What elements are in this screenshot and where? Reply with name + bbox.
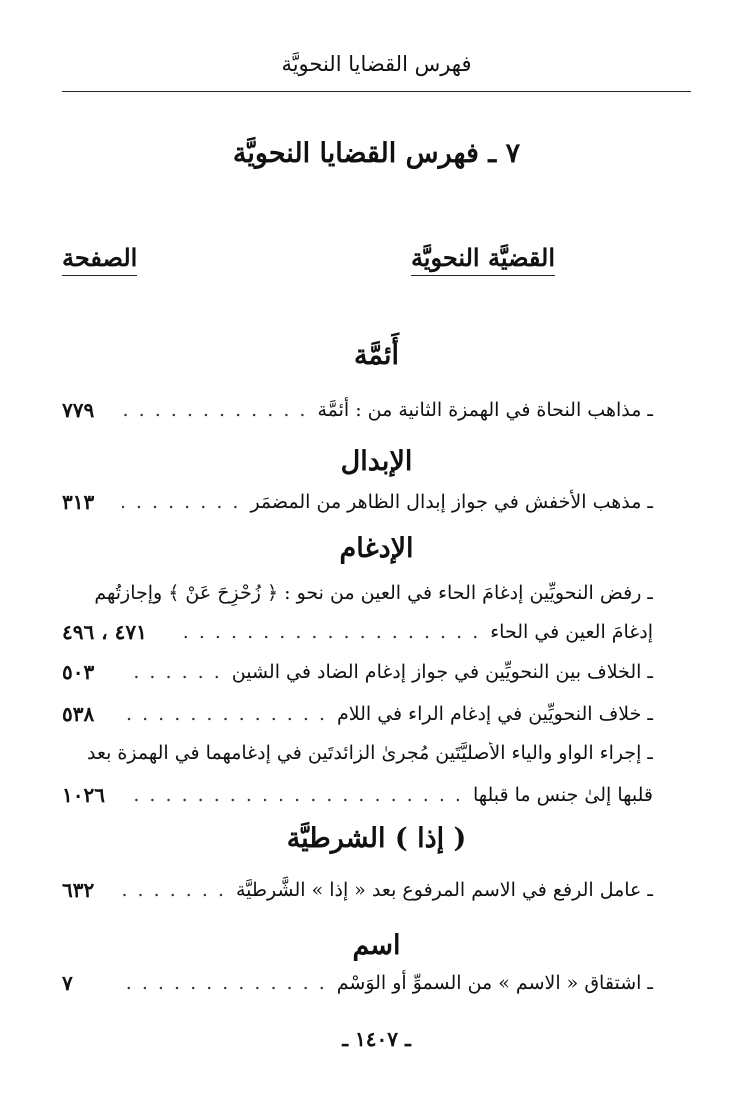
index-entry — [62, 617, 653, 647]
index-entry — [62, 487, 653, 517]
entry-page: ٣١٣ — [62, 490, 95, 514]
dot-leader — [122, 661, 232, 683]
section-heading-ism: اسم — [352, 930, 401, 961]
header-divider — [62, 91, 691, 92]
section-heading-ibdal: الإبدال — [340, 446, 413, 477]
entry-text: ـ مذهب الأخفش في جواز إبدال الظاهر من المضمَر — [250, 491, 653, 513]
entry-text: ـ الخلاف بين النحويِّين في جواز إدغام الضاد في الشين — [231, 661, 653, 683]
entry-text: إدغامَ العين في الحاء — [490, 621, 653, 643]
index-entry — [62, 875, 653, 905]
entry-text: ـ خلاف النحويِّين في إدغام الراء في اللام — [337, 703, 653, 725]
entry-page: ٧٧٩ — [62, 398, 95, 422]
entry-text: ـ اشتقاق « الاسم » من السموِّ أو الوَسْم — [336, 972, 653, 994]
running-header: فهرس القضايا النحويَّة — [281, 52, 472, 76]
entry-page: ٧ — [62, 971, 73, 995]
dot-leader — [122, 491, 250, 513]
section-heading-idgham: الإدغام — [339, 533, 414, 564]
entry-text-line: ـ إجراء الواو والياء الأصليَّتَين مُجرىٰ الزائدتَين في إدغامهما في الهمزة بعد — [86, 742, 653, 764]
index-entry — [62, 657, 653, 687]
dot-leader — [122, 784, 473, 806]
entry-page: ٦٣٢ — [62, 878, 95, 902]
entry-page: ٥٠٣ — [62, 660, 95, 684]
entry-text-line: ـ رفض النحويِّين إدغامَ الحاء في العين من نحو : ﴿ زُحْزِحَ عَنْ ﴾ وإجازتُهم — [94, 582, 653, 604]
column-header-page: الصفحة — [62, 243, 137, 276]
index-entry — [62, 968, 653, 998]
entry-page: ٤٧١ ، ٤٩٦ — [62, 620, 147, 644]
entry-text: قلبها إلىٰ جنس ما قبلها — [472, 784, 653, 806]
dot-leader — [122, 703, 337, 725]
entry-page: ١٠٢٦ — [62, 783, 105, 807]
section-heading-aimma: أَئمَّة — [353, 340, 400, 371]
index-entry — [62, 395, 653, 425]
dot-leader — [122, 399, 317, 421]
index-entry — [62, 780, 653, 810]
entry-text: ـ عامل الرفع في الاسم المرفوع بعد « إذا » الشَّرطيَّة — [235, 879, 653, 901]
page-number: ـ ١٤٠٧ ـ — [342, 1027, 411, 1051]
dot-leader — [180, 621, 490, 643]
section-heading-idha: ( إذا ) الشرطيَّة — [286, 823, 467, 854]
dot-leader — [122, 879, 236, 901]
entry-text: ـ مذاهب النحاة في الهمزة الثانية من : أئمَّة — [317, 399, 653, 421]
column-header-topic: القضيَّة النحويَّة — [411, 243, 555, 276]
dot-leader — [122, 972, 337, 994]
index-entry — [62, 699, 653, 729]
chapter-title: ٧ ـ فهرس القضايا النحويَّة — [232, 138, 521, 169]
entry-page: ٥٣٨ — [62, 702, 95, 726]
